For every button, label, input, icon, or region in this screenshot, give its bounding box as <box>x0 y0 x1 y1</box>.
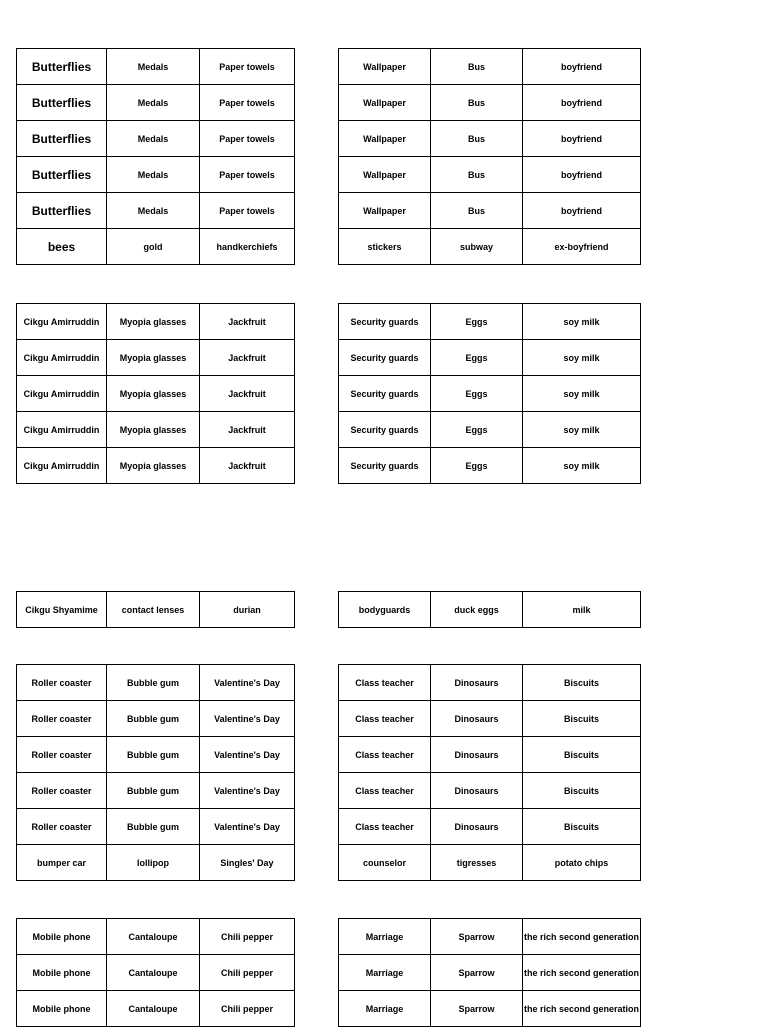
table-row <box>17 49 295 85</box>
table-cell: Wallpaper <box>339 193 431 229</box>
table-cell: Eggs <box>431 340 523 376</box>
table-cell: Paper towels <box>200 85 295 121</box>
table-cell: Dinosaurs <box>431 701 523 737</box>
table-cell: Paper towels <box>200 49 295 85</box>
table-cell: Jackfruit <box>200 304 295 340</box>
table-row <box>17 592 295 628</box>
table-cell: Dinosaurs <box>431 809 523 845</box>
table-cell: soy milk <box>523 304 641 340</box>
table-row <box>339 809 641 845</box>
table-cell: Medals <box>107 49 200 85</box>
table-cell: Biscuits <box>523 701 641 737</box>
table-cell: Chili pepper <box>200 955 295 991</box>
table-row <box>17 340 295 376</box>
table-cell: Biscuits <box>523 773 641 809</box>
table-cell: Roller coaster <box>17 701 107 737</box>
table-row <box>17 955 295 991</box>
table-cell: bumper car <box>17 845 107 881</box>
table-row <box>17 193 295 229</box>
table-row <box>17 737 295 773</box>
table-cell: Cikgu Amirruddin <box>17 340 107 376</box>
table-cell: soy milk <box>523 448 641 484</box>
table-row <box>339 85 641 121</box>
table-cell: Eggs <box>431 304 523 340</box>
table-cell: Wallpaper <box>339 85 431 121</box>
table-cell: Cikgu Amirruddin <box>17 448 107 484</box>
table-cell: Medals <box>107 157 200 193</box>
table-cell: Wallpaper <box>339 49 431 85</box>
table-cell: ex-boyfriend <box>523 229 641 265</box>
table-cell: Butterflies <box>17 121 107 157</box>
table-row <box>339 376 641 412</box>
table-cell: Butterflies <box>17 193 107 229</box>
word-table-class-teacher <box>338 664 641 881</box>
word-table-cikgu-amirruddin <box>16 303 295 484</box>
word-table-marriage <box>338 918 641 1027</box>
table-cell: Cantaloupe <box>107 991 200 1027</box>
table-cell: Class teacher <box>339 701 431 737</box>
table-cell: boyfriend <box>523 85 641 121</box>
table-cell: Paper towels <box>200 121 295 157</box>
table-cell: Mobile phone <box>17 955 107 991</box>
table-row <box>17 809 295 845</box>
table-cell: Eggs <box>431 412 523 448</box>
table-cell: Bubble gum <box>107 701 200 737</box>
table-cell: boyfriend <box>523 49 641 85</box>
table-cell: Dinosaurs <box>431 737 523 773</box>
table-row <box>339 229 641 265</box>
table-cell: Myopia glasses <box>107 448 200 484</box>
table-cell: Dinosaurs <box>431 773 523 809</box>
table-row <box>339 955 641 991</box>
table-cell: Security guards <box>339 340 431 376</box>
table-cell: subway <box>431 229 523 265</box>
table-row <box>17 448 295 484</box>
table-cell: Bus <box>431 157 523 193</box>
table-cell: handkerchiefs <box>200 229 295 265</box>
table-cell: Chili pepper <box>200 991 295 1027</box>
table-cell: Sparrow <box>431 955 523 991</box>
table-cell: Valentine's Day <box>200 809 295 845</box>
table-cell: stickers <box>339 229 431 265</box>
table-cell: Medals <box>107 85 200 121</box>
table-cell: Singles' Day <box>200 845 295 881</box>
table-row <box>339 304 641 340</box>
word-table-butterflies <box>16 48 295 265</box>
table-cell: Cikgu Shyamime <box>17 592 107 628</box>
table-cell: Mobile phone <box>17 991 107 1027</box>
word-table-bodyguards <box>338 591 641 628</box>
table-cell: soy milk <box>523 340 641 376</box>
table-cell: counselor <box>339 845 431 881</box>
table-cell: Biscuits <box>523 665 641 701</box>
word-table-mobile-phone <box>16 918 295 1027</box>
table-cell: Medals <box>107 193 200 229</box>
table-cell: Roller coaster <box>17 737 107 773</box>
word-table-roller-coaster <box>16 664 295 881</box>
table-row <box>17 229 295 265</box>
table-cell: Jackfruit <box>200 376 295 412</box>
table-cell: Class teacher <box>339 773 431 809</box>
table-cell: Security guards <box>339 304 431 340</box>
table-cell: Roller coaster <box>17 809 107 845</box>
table-row <box>339 412 641 448</box>
table-cell: soy milk <box>523 376 641 412</box>
table-cell: Butterflies <box>17 157 107 193</box>
table-cell: Wallpaper <box>339 157 431 193</box>
word-table-wallpaper <box>338 48 641 265</box>
table-row <box>339 49 641 85</box>
table-cell: Bus <box>431 121 523 157</box>
table-cell: Roller coaster <box>17 773 107 809</box>
table-cell: Sparrow <box>431 991 523 1027</box>
word-table-security-guards <box>338 303 641 484</box>
table-row <box>339 592 641 628</box>
table-row <box>17 919 295 955</box>
table-cell: Eggs <box>431 448 523 484</box>
table-cell: the rich second generation <box>523 919 641 955</box>
table-row <box>339 157 641 193</box>
table-row <box>339 991 641 1027</box>
table-cell: Jackfruit <box>200 412 295 448</box>
table-cell: Roller coaster <box>17 665 107 701</box>
table-cell: lollipop <box>107 845 200 881</box>
table-cell: Valentine's Day <box>200 737 295 773</box>
table-cell: Cantaloupe <box>107 919 200 955</box>
table-cell: Security guards <box>339 376 431 412</box>
table-cell: bodyguards <box>339 592 431 628</box>
table-cell: Bus <box>431 85 523 121</box>
table-cell: Dinosaurs <box>431 665 523 701</box>
table-cell: Paper towels <box>200 193 295 229</box>
table-cell: Bus <box>431 193 523 229</box>
table-cell: Bus <box>431 49 523 85</box>
table-cell: durian <box>200 592 295 628</box>
table-cell: Cikgu Amirruddin <box>17 376 107 412</box>
table-row <box>339 448 641 484</box>
table-row <box>17 665 295 701</box>
table-row <box>17 304 295 340</box>
table-cell: Class teacher <box>339 809 431 845</box>
table-cell: Cikgu Amirruddin <box>17 304 107 340</box>
table-cell: gold <box>107 229 200 265</box>
table-row <box>339 919 641 955</box>
table-cell: Butterflies <box>17 85 107 121</box>
table-cell: Sparrow <box>431 919 523 955</box>
table-cell: the rich second generation <box>523 955 641 991</box>
table-cell: Eggs <box>431 376 523 412</box>
table-cell: bees <box>17 229 107 265</box>
table-cell: potato chips <box>523 845 641 881</box>
table-row <box>17 85 295 121</box>
table-cell: duck eggs <box>431 592 523 628</box>
table-cell: the rich second generation <box>523 991 641 1027</box>
table-cell: Valentine's Day <box>200 773 295 809</box>
table-cell: Chili pepper <box>200 919 295 955</box>
table-row <box>339 701 641 737</box>
table-row <box>17 701 295 737</box>
table-cell: Mobile phone <box>17 919 107 955</box>
table-cell: Bubble gum <box>107 809 200 845</box>
table-cell: Medals <box>107 121 200 157</box>
table-row <box>339 193 641 229</box>
table-row <box>17 121 295 157</box>
table-cell: Security guards <box>339 412 431 448</box>
table-cell: Marriage <box>339 991 431 1027</box>
table-row <box>17 157 295 193</box>
table-row <box>17 845 295 881</box>
table-cell: Jackfruit <box>200 448 295 484</box>
table-cell: Butterflies <box>17 49 107 85</box>
table-cell: Marriage <box>339 919 431 955</box>
table-cell: contact lenses <box>107 592 200 628</box>
table-cell: Myopia glasses <box>107 340 200 376</box>
table-cell: Bubble gum <box>107 665 200 701</box>
table-cell: Myopia glasses <box>107 304 200 340</box>
table-cell: Myopia glasses <box>107 412 200 448</box>
table-cell: Security guards <box>339 448 431 484</box>
table-row <box>339 340 641 376</box>
table-cell: Class teacher <box>339 737 431 773</box>
table-cell: Valentine's Day <box>200 701 295 737</box>
table-row <box>17 376 295 412</box>
table-cell: boyfriend <box>523 121 641 157</box>
table-cell: Paper towels <box>200 157 295 193</box>
table-cell: Myopia glasses <box>107 376 200 412</box>
table-cell: Biscuits <box>523 737 641 773</box>
table-row <box>339 665 641 701</box>
table-row <box>17 412 295 448</box>
table-cell: Biscuits <box>523 809 641 845</box>
table-cell: boyfriend <box>523 157 641 193</box>
table-cell: Class teacher <box>339 665 431 701</box>
table-cell: Jackfruit <box>200 340 295 376</box>
table-cell: Wallpaper <box>339 121 431 157</box>
table-cell: Bubble gum <box>107 773 200 809</box>
table-cell: milk <box>523 592 641 628</box>
word-table-cikgu-shyamime <box>16 591 295 628</box>
table-cell: Cantaloupe <box>107 955 200 991</box>
table-cell: Bubble gum <box>107 737 200 773</box>
table-row <box>17 773 295 809</box>
table-row <box>339 773 641 809</box>
table-cell: tigresses <box>431 845 523 881</box>
table-cell: Marriage <box>339 955 431 991</box>
table-cell: boyfriend <box>523 193 641 229</box>
table-row <box>17 991 295 1027</box>
table-row <box>339 845 641 881</box>
table-row <box>339 737 641 773</box>
table-cell: Cikgu Amirruddin <box>17 412 107 448</box>
table-cell: soy milk <box>523 412 641 448</box>
table-cell: Valentine's Day <box>200 665 295 701</box>
table-row <box>339 121 641 157</box>
